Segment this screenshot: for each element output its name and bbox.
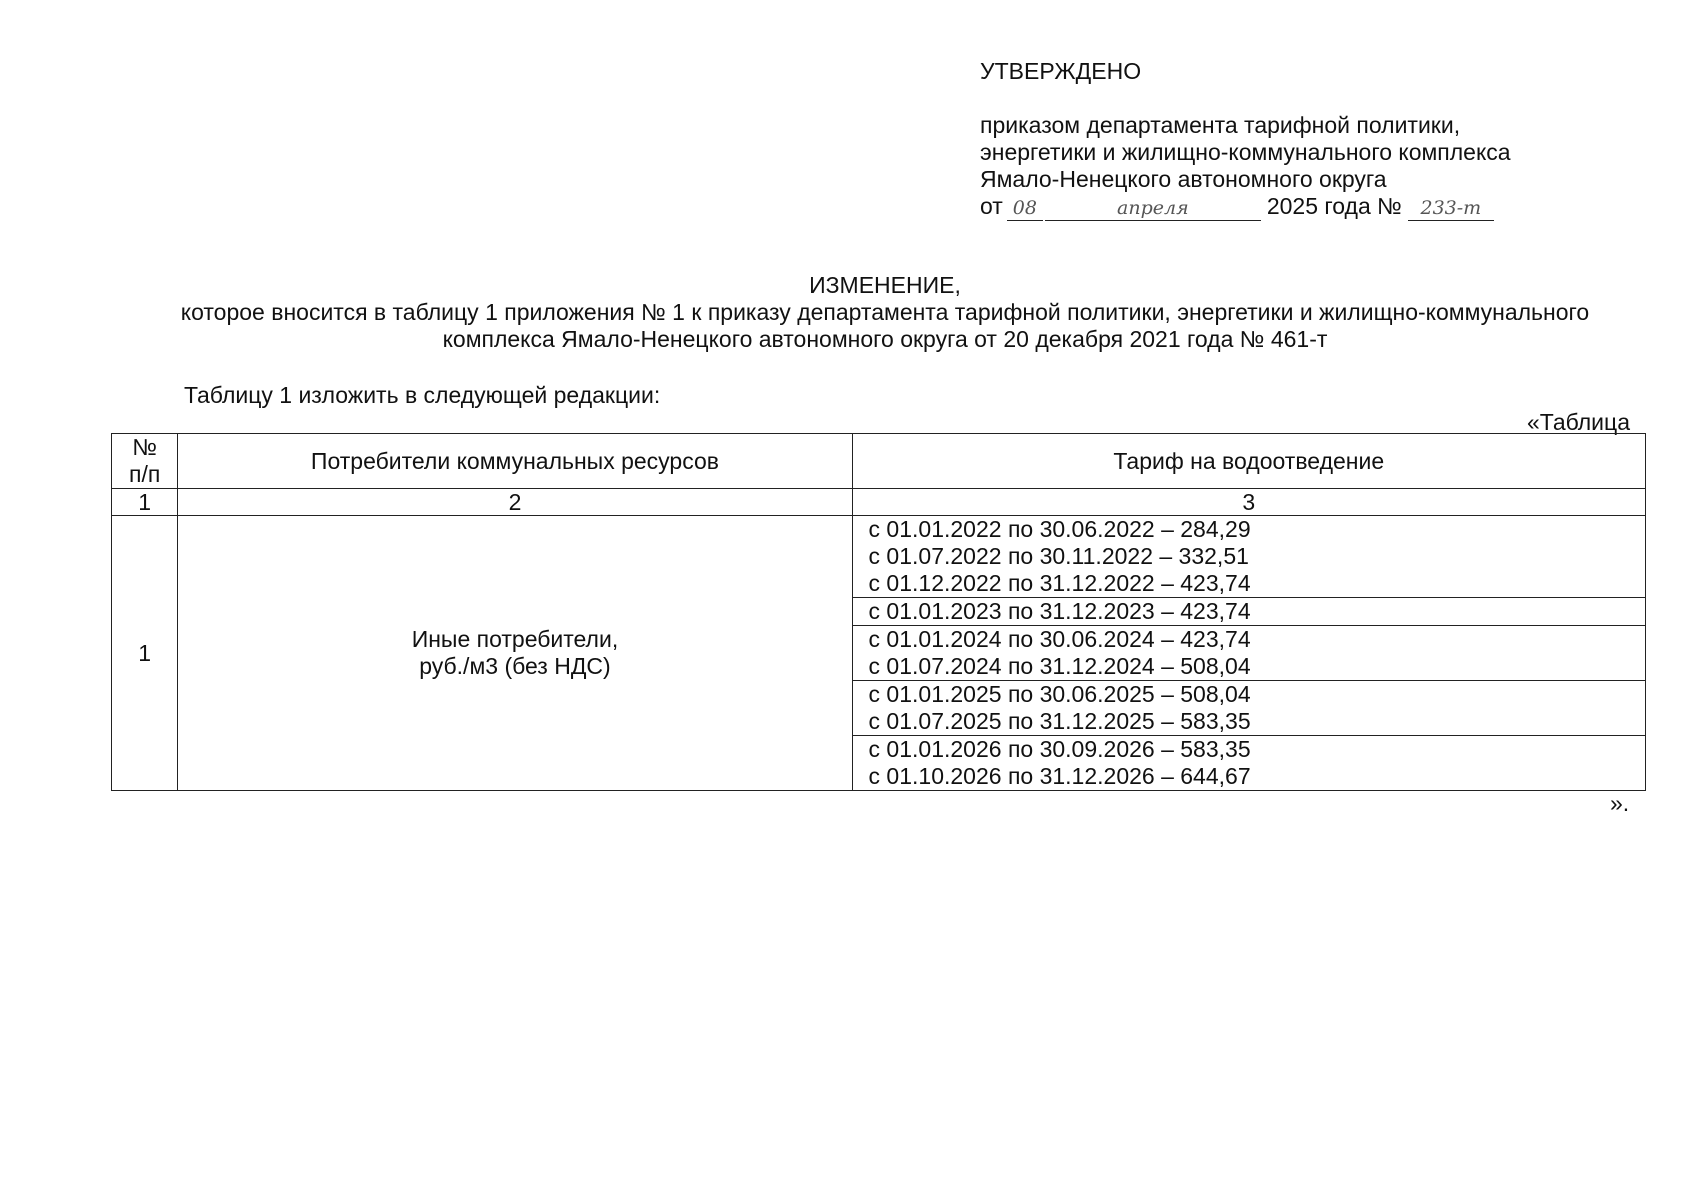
period-line: с 01.01.2022 по 30.06.2022 – 284,29 — [868, 516, 1251, 542]
title-line: комплекса Ямало-Ненецкого автономного округа от 20 декабря 2021 года № 461-т — [442, 326, 1328, 352]
approval-date-line — [980, 193, 1511, 221]
header-consumers: Потребители коммунальных ресурсов — [178, 434, 852, 489]
approval-line: приказом департамента тарифной политики, — [980, 112, 1461, 138]
row-number: 1 — [112, 516, 178, 791]
header-num-line: п/п — [129, 461, 161, 487]
handwritten-month: апреля — [1045, 196, 1261, 221]
table-row — [112, 516, 1646, 598]
header-num — [112, 434, 178, 489]
approval-line: Ямало-Ненецкого автономного округа — [980, 166, 1387, 192]
approval-line: энергетики и жилищно-коммунального комплекса — [980, 139, 1511, 165]
consumer-cell — [178, 516, 852, 791]
header-tariff: Тариф на водоотведение — [852, 434, 1645, 489]
period-cell-2025 — [852, 681, 1645, 736]
period-line: с 01.10.2026 по 31.12.2026 – 644,67 — [868, 763, 1251, 789]
period-line: с 01.07.2025 по 31.12.2025 – 583,35 — [868, 708, 1251, 734]
column-number: 2 — [178, 489, 852, 516]
handwritten-order-number: 233-т — [1408, 196, 1494, 221]
date-prefix: от — [980, 193, 1003, 219]
column-numbers-row — [112, 489, 1646, 516]
tariff-table — [111, 433, 1646, 791]
period-cell-2024 — [852, 626, 1645, 681]
document-title — [110, 272, 1660, 353]
period-line: с 01.01.2024 по 30.06.2024 – 423,74 — [868, 626, 1251, 652]
period-line: с 01.07.2024 по 31.12.2024 – 508,04 — [868, 653, 1251, 679]
column-number: 1 — [112, 489, 178, 516]
table-caption: «Таблица — [1527, 409, 1630, 435]
header-num-line: № — [132, 434, 158, 460]
column-number: 3 — [852, 489, 1645, 516]
period-cell-2026 — [852, 736, 1645, 791]
title-line: которое вносится в таблицу 1 приложения № 1 к приказу департамента тарифной политики, энергетики и жилищно-коммунального — [180, 299, 1590, 325]
date-year: 2025 года № — [1266, 193, 1402, 219]
table-header-row — [112, 434, 1646, 489]
period-cell-2023 — [852, 598, 1645, 626]
period-line: с 01.01.2023 по 31.12.2023 – 423,74 — [868, 598, 1251, 624]
period-line: с 01.12.2022 по 31.12.2022 – 423,74 — [868, 570, 1251, 596]
intro-text: Таблицу 1 изложить в следующей редакции: — [184, 382, 661, 408]
title-heading: ИЗМЕНЕНИЕ, — [809, 272, 961, 298]
period-line: с 01.01.2026 по 30.09.2026 – 583,35 — [868, 736, 1251, 762]
period-line: с 01.01.2025 по 30.06.2025 – 508,04 — [868, 681, 1251, 707]
approval-stamp — [980, 58, 1511, 221]
period-line: с 01.07.2022 по 30.11.2022 – 332,51 — [868, 543, 1249, 569]
approval-heading: УТВЕРЖДЕНО — [980, 58, 1142, 84]
closing-quote: ». — [1610, 790, 1630, 816]
consumer-line: руб./м3 (без НДС) — [419, 653, 611, 679]
period-cell-2022 — [852, 516, 1645, 598]
consumer-line: Иные потребители, — [411, 626, 619, 652]
handwritten-day: 08 — [1007, 196, 1043, 221]
